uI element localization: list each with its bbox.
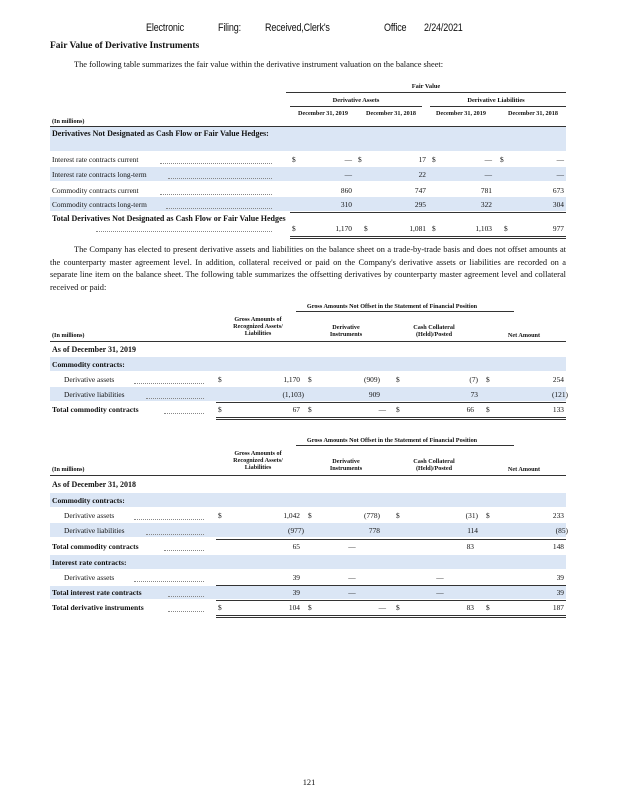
t3-total-deriv-label: Total derivative instruments	[52, 603, 144, 612]
t2-in-millions: (In millions)	[52, 332, 85, 339]
t3-cell: 233	[552, 511, 564, 520]
t1-row-label: Commodity contracts long-term	[52, 200, 147, 209]
t2-cell: 909	[368, 390, 380, 399]
t3-cell: (977)	[287, 526, 304, 535]
t3-total-deriv-cell: —	[378, 603, 386, 612]
t1-col-liab-2018: December 31, 2018	[508, 110, 558, 117]
t1-col-liab-2019: December 31, 2019	[436, 110, 486, 117]
t3-cell: 778	[368, 526, 380, 535]
t3-total-ir-cell: 39	[292, 588, 300, 597]
banner-office: Office	[384, 22, 407, 34]
t1-cell: 322	[480, 200, 492, 209]
t1-assets-header: Derivative Assets	[332, 97, 380, 104]
t2-as-of: As of December 31, 2019	[52, 345, 137, 354]
t1-row-label: Interest rate contracts current	[52, 155, 139, 164]
t1-cell: —	[556, 155, 564, 164]
t2-total-cell: 67	[292, 405, 300, 414]
t3-col-net: Net Amount	[507, 466, 541, 473]
t2-cell: 1,170	[283, 375, 300, 384]
t1-row-label: Commodity contracts current	[52, 186, 139, 195]
t3-total-commodity-cell: 65	[292, 542, 300, 551]
t3-total-commodity-cell: 83	[466, 542, 474, 551]
t1-cell: —	[484, 170, 492, 179]
t3-cell: (778)	[363, 511, 380, 520]
t3-total-deriv-cell: 187	[552, 603, 564, 612]
t3-in-millions: (In millions)	[52, 466, 85, 473]
t3-total-ir-cell: 39	[556, 588, 564, 597]
t1-cell: —	[344, 170, 352, 179]
t3-row-label: Derivative liabilities	[64, 526, 125, 535]
t3-ir-row-label: Derivative assets	[64, 573, 115, 582]
t3-total-commodity-label: Total commodity contracts	[52, 542, 139, 551]
t3-total-commodity-cell: 148	[552, 542, 564, 551]
t1-cell: 860	[340, 186, 352, 195]
t2-cell: 73	[470, 390, 478, 399]
t3-total-deriv-cell: 104	[288, 603, 300, 612]
t3-super-header: Gross Amounts Not Offset in the Statement of Financial Position	[306, 437, 478, 444]
intro-paragraph: The following table summarizes the fair value within the derivative instrument valuation on the balance sheet:	[74, 60, 444, 69]
banner-filing: Filing:	[218, 22, 241, 34]
t3-total-commodity-cell: —	[348, 542, 356, 551]
t2-cell: (7)	[469, 375, 478, 384]
t3-ir-cell: 39	[292, 573, 300, 582]
t1-cell: 747	[414, 186, 426, 195]
t1-cell: 673	[552, 186, 564, 195]
t2-col-gross: Gross Amounts of Recognized Assets/ Liabilities	[233, 316, 283, 337]
page-number: 121	[302, 778, 316, 787]
banner-date: 2/24/2021	[424, 22, 463, 34]
t1-cell: —	[344, 155, 352, 164]
t3-total-deriv-cell: 83	[466, 603, 474, 612]
t2-cell: 254	[552, 375, 564, 384]
banner-electronic: Electronic	[146, 22, 184, 34]
t2-total-cell: 133	[552, 405, 564, 414]
t1-col-assets-2018: December 31, 2018	[366, 110, 416, 117]
t1-cell: 17	[418, 155, 426, 164]
t2-cell: (909)	[363, 375, 380, 384]
t1-fair-value-header: Fair Value	[411, 83, 441, 90]
t1-cell: 310	[340, 200, 352, 209]
t2-cell: (1,103)	[282, 390, 304, 399]
t1-row-label: Interest rate contracts long-term	[52, 170, 147, 179]
t2-commodity-header: Commodity contracts:	[52, 360, 125, 369]
t3-col-cash: Cash Collateral (Held)/Posted	[413, 458, 455, 472]
t2-col-net: Net Amount	[507, 332, 541, 339]
t3-as-of: As of December 31, 2018	[52, 480, 137, 489]
t1-total-label: Total Derivatives Not Designated as Cash Flow or Fair Value Hedges	[52, 214, 286, 223]
t3-cell: 1,042	[283, 511, 300, 520]
banner-received: Received,Clerk's	[265, 22, 330, 34]
t3-row-label: Derivative assets	[64, 511, 115, 520]
t3-total-ir-label: Total interest rate contracts	[52, 588, 142, 597]
t1-total-cell: 977	[552, 224, 564, 233]
t2-total-cell: —	[378, 405, 386, 414]
t3-cell: (31)	[465, 511, 478, 520]
t2-total-label: Total commodity contracts	[52, 405, 139, 414]
t3-total-ir-cell: —	[348, 588, 356, 597]
t3-cell: 114	[467, 526, 478, 535]
t2-col-cash: Cash Collateral (Held)/Posted	[413, 324, 455, 338]
t3-ir-cell: 39	[556, 573, 564, 582]
filing-banner	[0, 22, 618, 36]
t1-cell: —	[484, 155, 492, 164]
t1-total-cell: 1,103	[475, 224, 492, 233]
t2-col-deriv: Derivative Instruments	[329, 324, 363, 338]
t3-col-deriv: Derivative Instruments	[329, 458, 363, 472]
t1-cell: 781	[480, 186, 492, 195]
t1-cell: 22	[418, 170, 426, 179]
offset-paragraph: The Company has elected to present derivative assets and liabilities on the balance sheet on a trade-by-trade basis and does not offset amounts at the counterparty master agreement level. In addition, collateral received or paid on the Company's derivative assets or liabilities are recorded on a separate line item on the balance sheet. The following table summarizes the offsetting derivatives by counterparty master agreement level and collateral received or paid:	[50, 245, 566, 292]
t2-row-label: Derivative assets	[64, 375, 115, 384]
t1-section-label: Derivatives Not Designated as Cash Flow or Fair Value Hedges:	[52, 129, 269, 138]
section-title: Fair Value of Derivative Instruments	[50, 41, 200, 51]
t3-ir-cell: —	[348, 573, 356, 582]
t3-total-ir-cell: —	[436, 588, 444, 597]
t2-total-cell: 66	[466, 405, 474, 414]
t1-in-millions: (In millions)	[52, 118, 85, 125]
t2-row-label: Derivative liabilities	[64, 390, 125, 399]
t1-cell: 295	[414, 200, 426, 209]
t1-cell: —	[556, 170, 564, 179]
t2-cell: (121)	[551, 390, 568, 399]
t2-super-header: Gross Amounts Not Offset in the Statement of Financial Position	[306, 303, 478, 310]
t3-col-gross: Gross Amounts of Recognized Assets/ Liabilities	[233, 450, 283, 471]
t1-col-assets-2019: December 31, 2019	[298, 110, 348, 117]
t1-cell: 304	[552, 200, 564, 209]
t3-interest-header: Interest rate contracts:	[52, 558, 127, 567]
t3-cell: (85)	[555, 526, 568, 535]
t3-ir-cell: —	[436, 573, 444, 582]
t3-commodity-header: Commodity contracts:	[52, 496, 125, 505]
t1-total-cell: 1,170	[335, 224, 352, 233]
t1-total-cell: 1,081	[409, 224, 426, 233]
t1-liabilities-header: Derivative Liabilities	[467, 97, 525, 104]
